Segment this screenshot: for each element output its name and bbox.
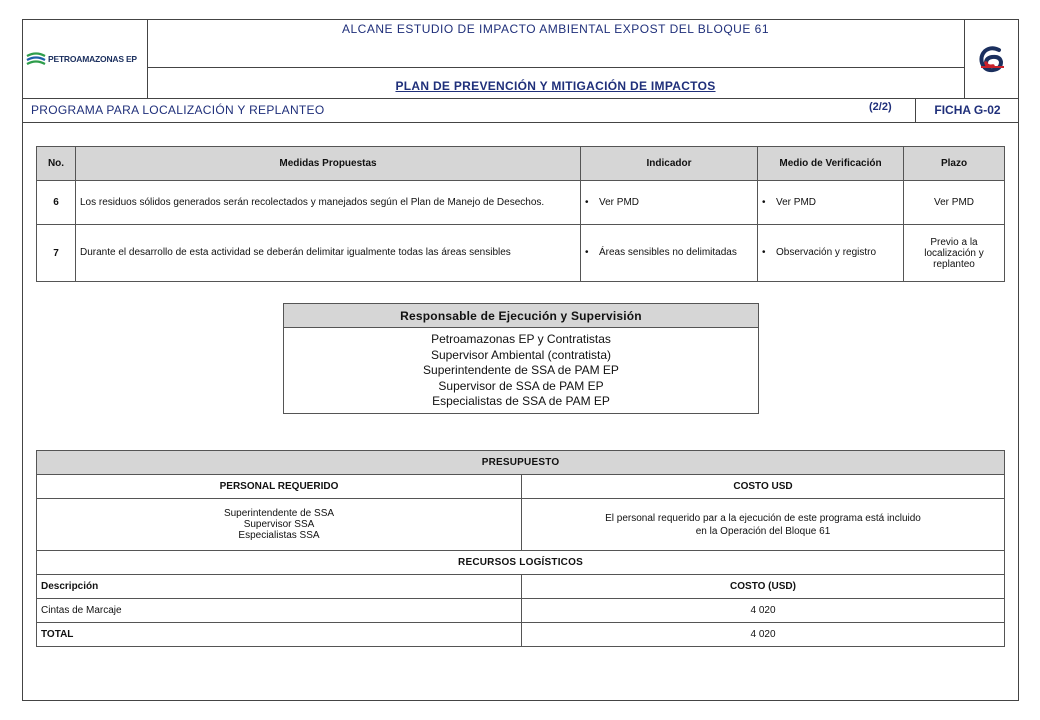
total-label: TOTAL (37, 623, 522, 647)
col-header-cost-usd: COSTO (USD) (522, 575, 1005, 599)
row-measure: Los residuos sólidos generados serán recolectados y manejados según el Plan de Manejo de Desechos. (76, 181, 581, 225)
responsible-item: Supervisor Ambiental (contratista) (430, 347, 612, 362)
personal-item: Superintendente de SSA (223, 508, 335, 519)
measures-table (36, 146, 1005, 282)
responsible-table (283, 303, 759, 414)
logo-text: PETROAMAZONAS EP (48, 54, 137, 64)
mark-cell (964, 20, 1019, 98)
col-header-no: No. (37, 147, 76, 181)
row-measure: Durante el desarrollo de esta actividad se deberán delimitar igualmente todas las áreas sensibles (76, 225, 581, 282)
row-indicator (581, 225, 758, 282)
total-value: 4 020 (522, 623, 1005, 647)
program-title: PROGRAMA PARA LOCALIZACIÓN Y REPLANTEO (31, 103, 325, 117)
item-cost: 4 020 (522, 599, 1005, 623)
indicator-text: Áreas sensibles no delimitadas (599, 247, 737, 258)
responsible-header: Responsable de Ejecución y Supervisión (284, 304, 759, 328)
personal-item: Supervisor SSA (243, 519, 315, 530)
table-row (37, 225, 1005, 282)
table-row (37, 181, 1005, 225)
row-number: 6 (37, 181, 76, 225)
personal-item: Especialistas SSA (238, 530, 320, 541)
logistics-title: RECURSOS LOGÍSTICOS (37, 551, 1005, 575)
personal-cost-note: El personal requerido par a la ejecución de este programa está incluido en la Operación del Bloque 61 (522, 499, 1005, 551)
page-indicator: (2/2) (869, 101, 892, 113)
bullet-icon: • (585, 247, 589, 258)
row-verification (758, 225, 904, 282)
verification-text: Observación y registro (776, 247, 877, 258)
total-row (37, 623, 1005, 647)
col-header-medio: Medio de Verificación (758, 147, 904, 181)
logo-cell (23, 20, 148, 98)
item-description: Cintas de Marcaje (37, 599, 522, 623)
row-deadline: Previo a la localización y replanteo (904, 225, 1005, 282)
responsible-list (284, 328, 759, 414)
row-deadline: Ver PMD (904, 181, 1005, 225)
budget-table (36, 450, 1005, 647)
document-title: ALCANE ESTUDIO DE IMPACTO AMBIENTAL EXPOST DEL BLOQUE 61 (147, 20, 964, 68)
col-header-indicador: Indicador (581, 147, 758, 181)
measures-header-row (37, 147, 1005, 181)
responsible-item: Superintendente de SSA de PAM EP (423, 363, 619, 377)
col-header-personal: PERSONAL REQUERIDO (37, 475, 522, 499)
personal-list (37, 499, 522, 551)
indicator-text: Ver PMD (599, 196, 640, 208)
row-number: 7 (37, 225, 76, 282)
col-header-plazo: Plazo (904, 147, 1005, 181)
bullet-icon: • (762, 196, 766, 208)
verification-text: Ver PMD (776, 196, 817, 208)
program-row (23, 98, 1018, 123)
responsible-item: Supervisor de SSA de PAM EP (438, 378, 604, 393)
petroamazonas-logo-icon (26, 52, 46, 66)
bullet-icon: • (585, 196, 589, 208)
col-header-description: Descripción (37, 575, 522, 599)
bullet-icon: • (762, 247, 766, 258)
company-logo (26, 52, 137, 66)
table-row (37, 599, 1005, 623)
col-header-costo: COSTO USD (522, 475, 1005, 499)
col-header-medidas: Medidas Propuestas (76, 147, 581, 181)
budget-title: PRESUPUESTO (37, 451, 1005, 475)
document-header (23, 20, 1018, 99)
responsible-item: Especialistas de SSA de PAM EP (432, 394, 610, 408)
company-mark-icon (977, 44, 1007, 74)
document-subtitle: PLAN DE PREVENCIÓN Y MITIGACIÓN DE IMPACTOS (395, 79, 716, 93)
responsible-item: Petroamazonas EP y Contratistas (431, 332, 611, 346)
ficha-code: FICHA G-02 (915, 98, 1019, 122)
row-verification (758, 181, 904, 225)
row-indicator (581, 181, 758, 225)
